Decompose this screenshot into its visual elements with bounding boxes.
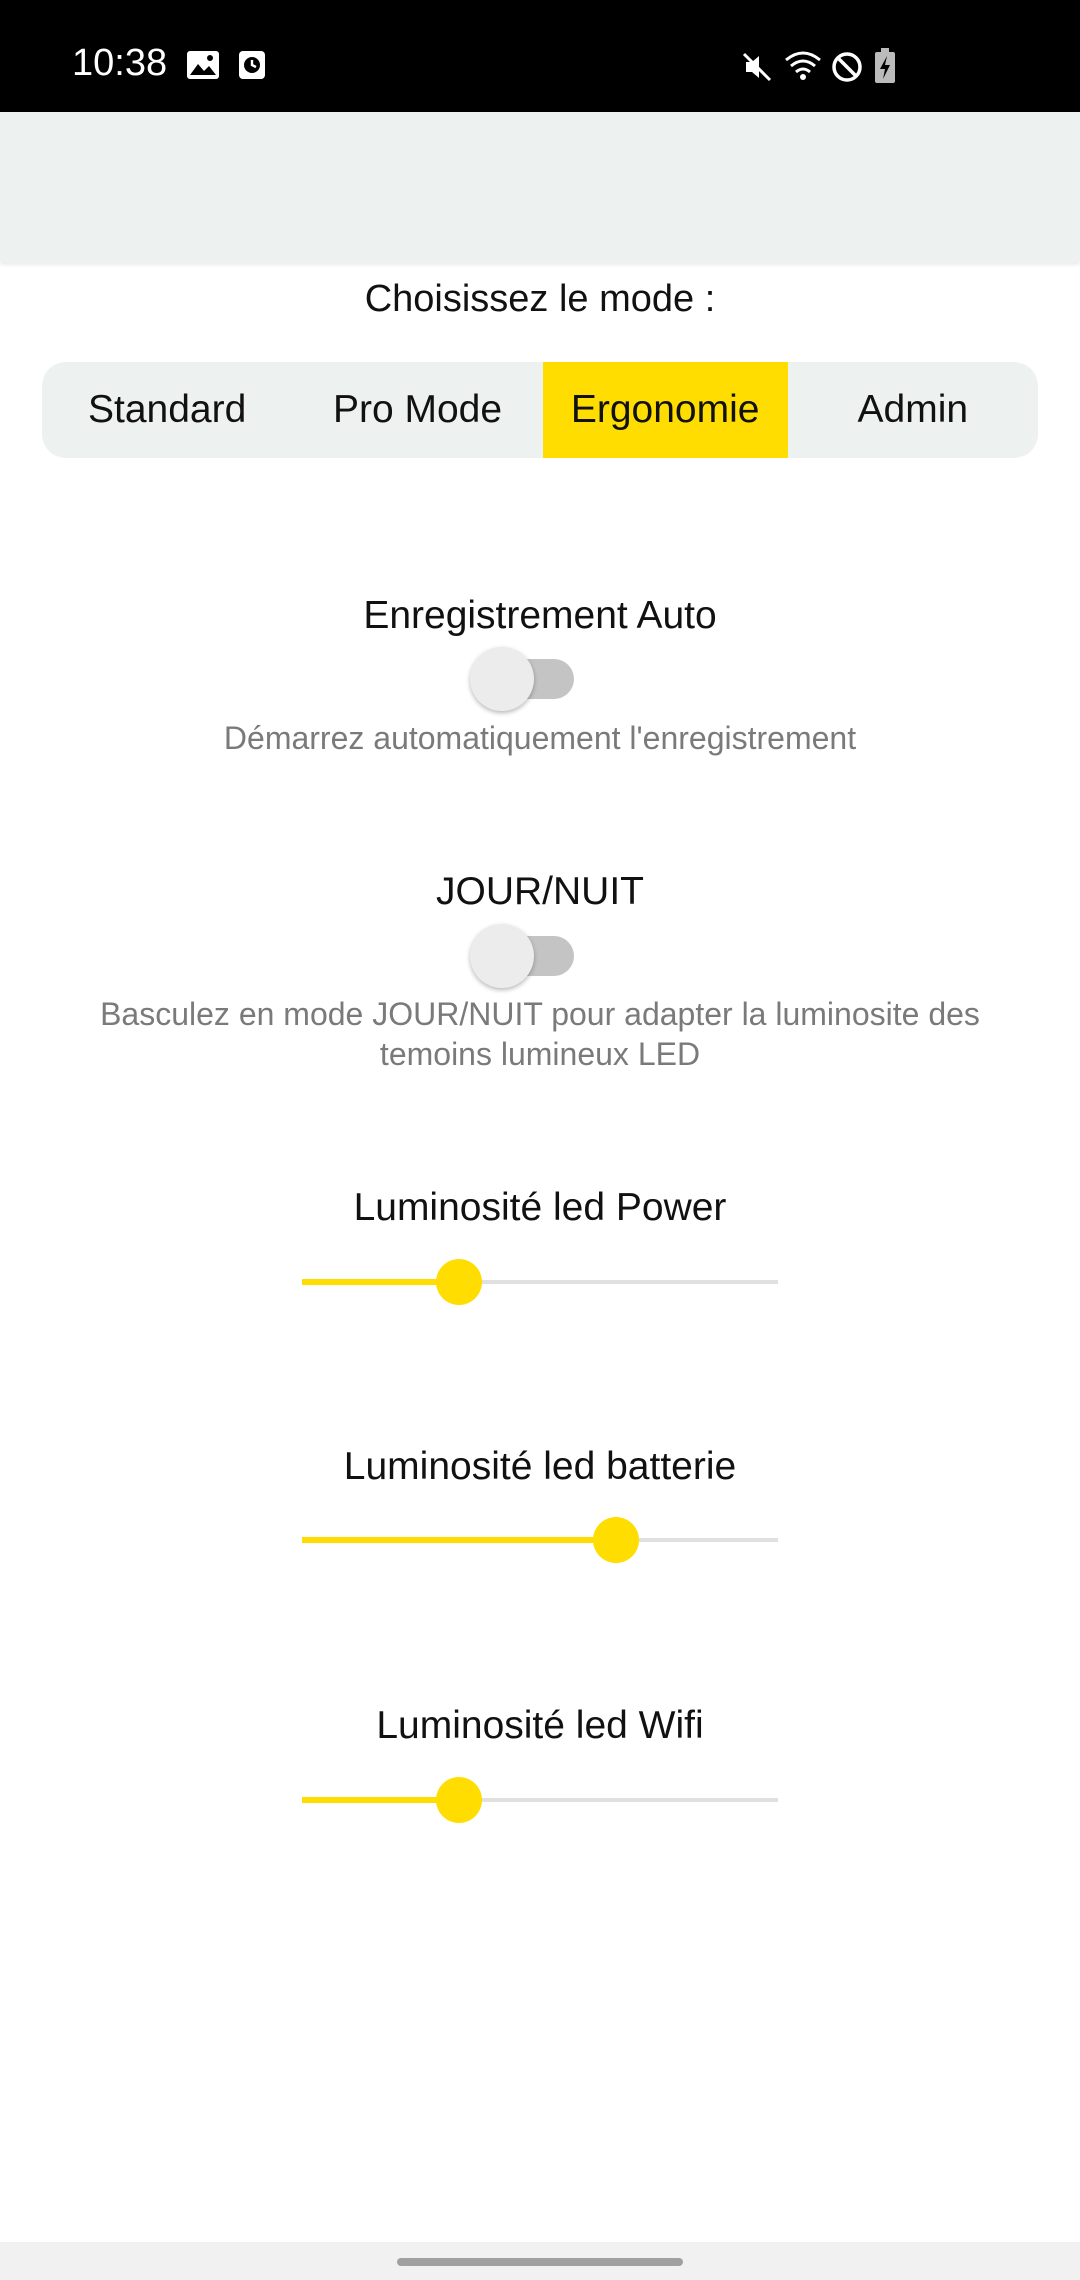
status-time: 10:38 [72, 42, 168, 84]
status-bar [0, 0, 1080, 112]
power-led-label: Luminosité led Power [353, 1186, 727, 1229]
slider-fill [302, 1537, 616, 1543]
mode-option-standard[interactable]: Standard [88, 388, 247, 431]
do-not-disturb-icon [830, 50, 864, 89]
switch-thumb [470, 647, 534, 711]
navigation-bar [0, 2242, 1080, 2280]
auto-record-title: Enregistrement Auto [363, 594, 717, 637]
slider-knob[interactable] [436, 1777, 482, 1823]
mode-option-pro[interactable]: Pro Mode [332, 388, 503, 431]
mode-option-ergonomie[interactable]: Ergonomie [543, 362, 788, 458]
app-bar [0, 112, 1080, 262]
mode-title: Choisissez le mode : [364, 278, 716, 320]
clock-app-icon [238, 50, 266, 85]
home-gesture-handle[interactable] [397, 2258, 683, 2266]
battery-led-slider[interactable] [302, 1510, 778, 1570]
wifi-led-label: Luminosité led Wifi [376, 1704, 704, 1747]
wifi-led-slider[interactable] [302, 1770, 778, 1830]
auto-record-switch[interactable] [470, 643, 580, 709]
image-icon [186, 50, 220, 85]
day-night-switch[interactable] [470, 920, 580, 986]
slider-knob[interactable] [593, 1517, 639, 1563]
day-night-title: JOUR/NUIT [436, 870, 644, 913]
slider-knob[interactable] [436, 1259, 482, 1305]
battery-charging-icon [874, 48, 896, 89]
switch-thumb [470, 924, 534, 988]
battery-led-label: Luminosité led batterie [343, 1445, 737, 1488]
power-led-slider[interactable] [302, 1252, 778, 1312]
mode-option-admin[interactable]: Admin [857, 388, 969, 431]
wifi-icon [784, 50, 822, 87]
auto-record-description: Démarrez automatiquement l'enregistrement [223, 720, 857, 756]
mode-selector [42, 362, 1038, 458]
day-night-description: Basculez en mode JOUR/NUIT pour adapter la luminosite des temoins lumineux LED [100, 996, 980, 1072]
mute-icon [740, 50, 774, 89]
